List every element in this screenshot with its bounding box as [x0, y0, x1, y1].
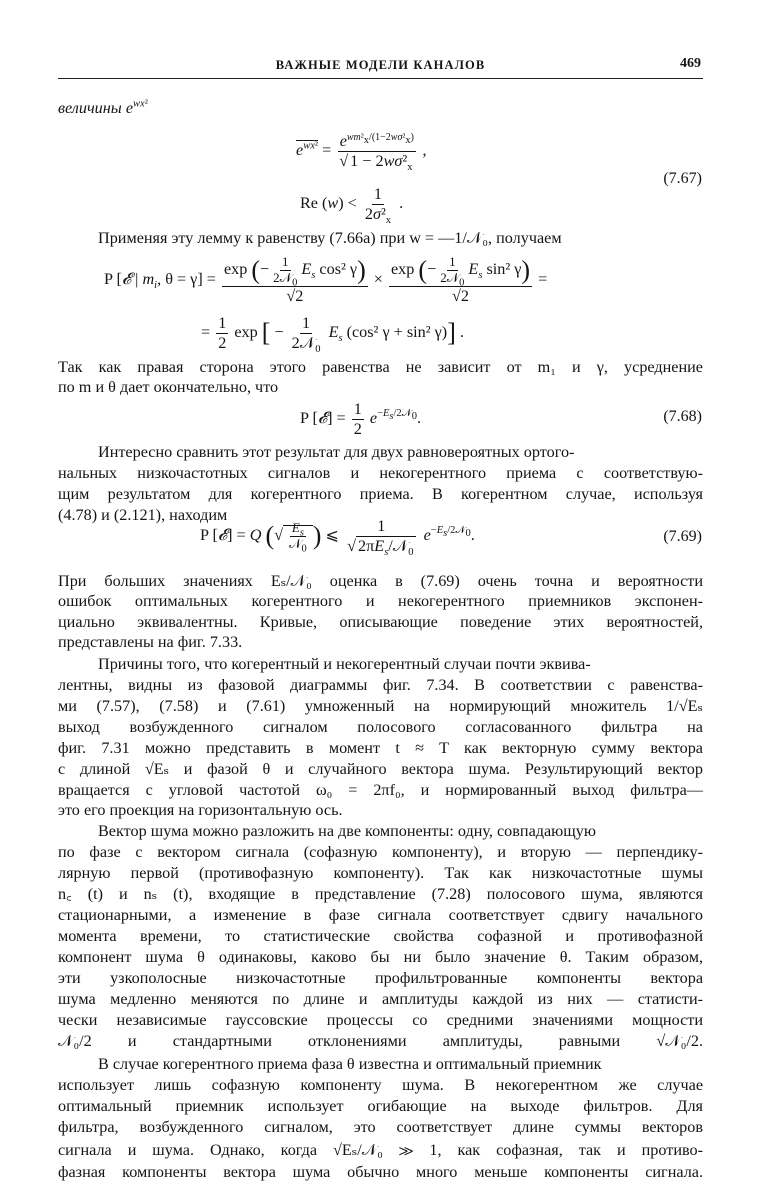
page-header: [58, 58, 703, 79]
paragraph-6-line-5: стационарными, а изменение в фазе сигнала соответствует сдвигу начального: [58, 906, 703, 924]
paragraph-6-line-2: по фазе с вектором сигнала (софазную компоненту), и вторую — перпендику-: [58, 843, 703, 861]
equation-7-67b: Re (w) < $\frac{1}{2\sigma^2_x}$ .: [300, 185, 404, 226]
running-title: ВАЖНЫЕ МОДЕЛИ КАНАЛОВ: [275, 58, 486, 72]
paragraph-5-line-7: вращается с угловой частотой ω₀ = 2πf₀, и нормированный выход фильтра—: [58, 781, 703, 799]
equation-prob-product: P [𝓔 | $m_i$, θ = γ] = exp (− $\frac{1}{2𝒩_0}$ $E_s$ cos² γ) √2 × exp (− $\frac{1}{2𝒩_0}$ $E_s$ sin² γ) √2 =: [104, 254, 548, 305]
paragraph-4-line-2: ошибок оптимальных когерентного и некогерентного приемников экспонен-: [58, 592, 703, 610]
intro-line: [58, 98, 148, 118]
paragraph-6-line-10: чески независимые гауссовские процессы со средними значениями мощности: [58, 1011, 703, 1029]
paragraph-6-line-3: лярную первой (противофазную компоненту). Так как низкочастотные шумы: [58, 864, 703, 882]
paragraph-6-line-4: n꜀ (t) и nₛ (t), входящие в представление (7.28) полосового шума, являются: [58, 885, 703, 903]
equation-prob-combined: = $\frac{1}{2}$ exp [ − $\frac{1}{2𝒩_0}$ $E_s$ (cos² γ + sin² γ)] .: [201, 314, 464, 355]
paragraph-5-line-3: ми (7.57), (7.58) и (7.61) умноженный на нормирующий множитель 1/√Eₛ: [58, 697, 703, 715]
paragraph-4-line-1: При больших значениях Eₛ/𝒩₀ оценка в (7.69) очень точна и вероятности: [58, 572, 703, 590]
paragraph-6-line-1: Вектор шума можно разложить на две компоненты: одну, совпадающую: [98, 822, 596, 840]
intro-text: величины e: [58, 99, 134, 117]
paragraph-7-line-5: сигнала и шума. Однако, когда √Eₛ/𝒩₀ ≫ 1, как софазная, так и противо-: [58, 1141, 703, 1159]
paragraph-5-line-6: с длиной √Eₛ и фазой θ и случайного вектора шума. Результирующий вектор: [58, 760, 703, 778]
paragraph-7-line-1: В случае когерентного приема фаза θ известна и оптимальный приемник: [98, 1055, 602, 1073]
paragraph-3-line-1: Интересно сравнить этот результат для двух равновероятных ортого-: [98, 443, 575, 461]
paragraph-7-line-3: оптимальный приемник использует огибающие на выходе фильтров. Для: [58, 1097, 703, 1115]
paragraph-5-line-5: фиг. 7.31 можно представить в момент t ≈ T как векторную сумму вектора: [58, 739, 703, 757]
intro-exponent: wx²: [133, 98, 148, 110]
paragraph-7-line-4: фильтра, возбужденного сигналом, это соответствует длине суммы векторов: [58, 1118, 703, 1136]
page-number: 469: [680, 56, 701, 71]
paragraph-1-line-1: Применяя эту лемму к равенству (7.66a) при w = —1/𝒩₀, получаем: [98, 229, 562, 247]
equation-7-67a: $e^{wx^2}$ = $\frac{e^{wm^2_x/(1-2w\sigma^2_x)}}{√ 1 - 2w\sigma^2_x}$ ,: [296, 131, 427, 173]
paragraph-6-line-11: 𝒩₀/2 и стандартными отклонениями амплитуды, равными √𝒩₀/2.: [58, 1032, 703, 1050]
paragraph-5-line-2: лентны, видны из фазовой диаграммы фиг. 7.34. В соответствии с равенства-: [58, 676, 703, 694]
equation-7-68: P [𝓔] = $\frac{1}{2}$ $e^{-E_s/2𝒩_0}$.: [300, 400, 422, 438]
paragraph-2-line-1: Так как правая сторона этого равенства не зависит от m₁ и γ, усреднение: [58, 358, 703, 376]
paragraph-2-line-2: по m и θ дает окончательно, что: [58, 378, 279, 396]
paragraph-3-line-4: (4.78) и (2.121), находим: [58, 506, 228, 524]
paragraph-6-line-6: момента времени, то статистические свойства софазной и противофазной: [58, 927, 703, 945]
paragraph-6-line-9: шума медленно меняются по длине и амплитуды каждой из них — статисти-: [58, 990, 703, 1008]
paragraph-4-line-3: циально эквивалентны. Кривые, описывающие поведение этих вероятностей,: [58, 613, 703, 631]
paragraph-7-line-2: использует лишь софазную компоненту шума. В некогерентном же случае: [58, 1076, 703, 1094]
paragraph-4-line-4: представлены на фиг. 7.33.: [58, 633, 243, 651]
paragraph-5-line-8: это его проекция на горизонтальную ось.: [58, 801, 343, 819]
paragraph-6-line-7: компонент шума θ одинаковы, каково бы ни было значение θ. Таким образом,: [58, 948, 703, 966]
paragraph-6-line-8: эти узкополосные низкочастотные профильтрованные компоненты вектора: [58, 969, 703, 987]
paragraph-5-line-4: выход возбужденного сигналом полосового согласованного фильтра на: [58, 718, 703, 736]
equation-number-7-69: (7.69): [663, 528, 702, 545]
paragraph-3-line-3: щим результатом для когерентного приема. В когерентном случае, используя: [58, 485, 703, 503]
paragraph-7-line-6: фазная компоненты вектора шума обычно много меньше компоненты сигнала.: [58, 1163, 703, 1181]
equation-number-7-68: (7.68): [663, 408, 702, 425]
paragraph-3-line-2: нальных низкочастотных сигналов и некогерентного приема с соответствую-: [58, 464, 703, 482]
equation-number-7-67: (7.67): [663, 170, 702, 187]
paragraph-5-line-1: Причины того, что когерентный и некогерентный случаи почти эквива-: [98, 655, 591, 673]
equation-7-69: P [𝓔] = Q (√ $\frac{E_s}{𝒩_0}$ ) ⩽ $\frac{1}{√ 2\pi E_s/𝒩_0}$ $e^{-E_s/2𝒩_0}$.: [200, 517, 475, 558]
